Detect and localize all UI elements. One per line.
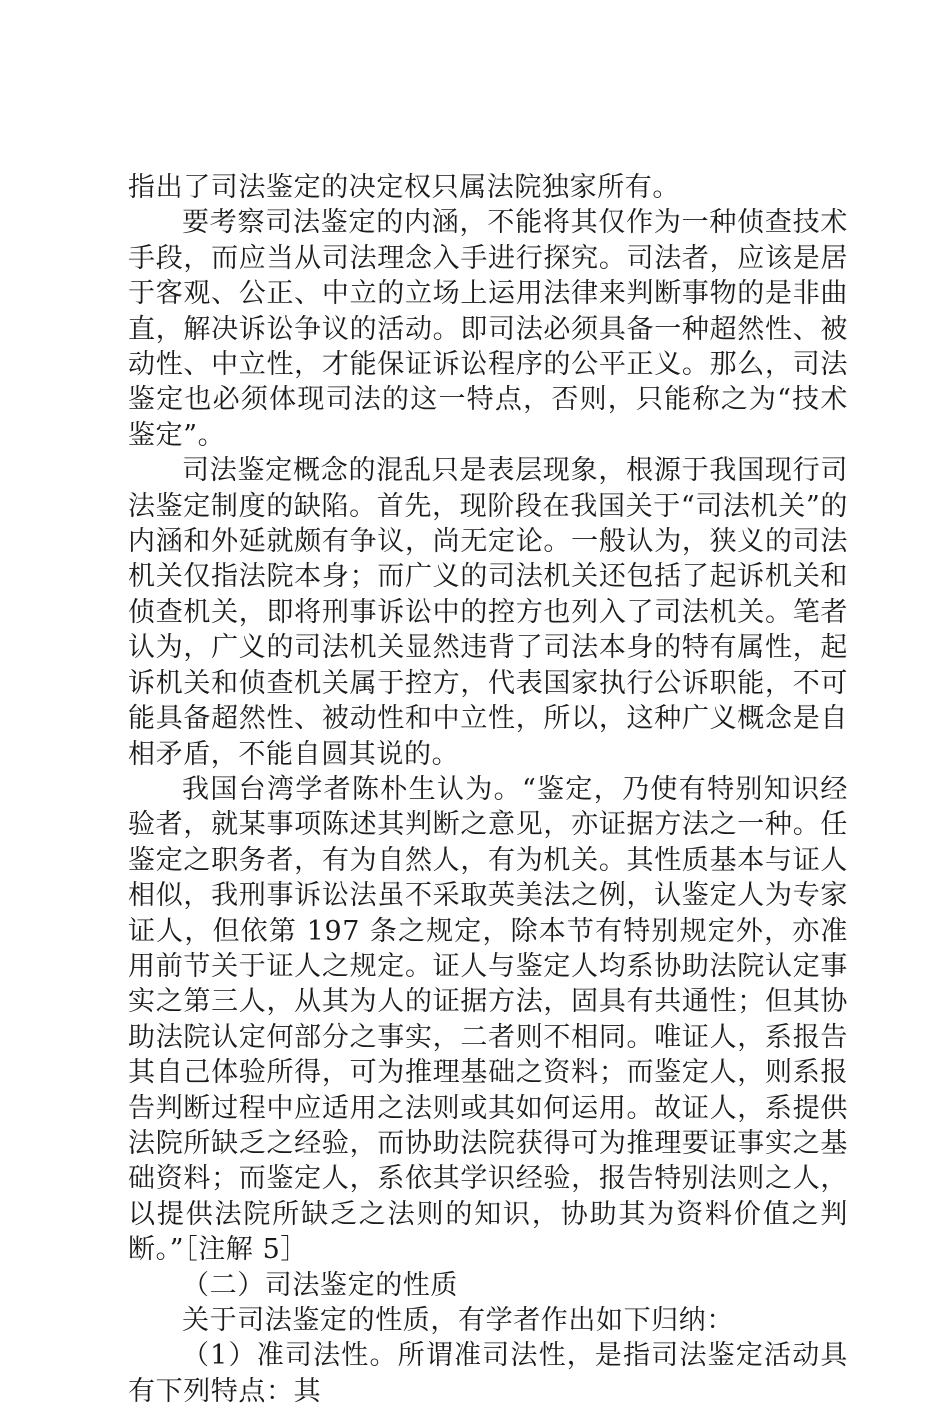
paragraph-quasi-judicial: （1）准司法性。所谓准司法性，是指司法鉴定活动具有下列特点：其 bbox=[128, 1340, 848, 1407]
paragraph-chen-pusheng-quote: 我国台湾学者陈朴生认为。“鉴定，乃使有特别知识经验者，就某事项陈述其判断之意见，亦证据方法之一种。任鉴定之职务者，有为自然人，有为机关。其性质基本与证人相似，我刑事诉讼法虽不采取英美法之例，认鉴定人为专家证人，但依第 197 条之规定，除本节有特别规定外，亦准用前节关于证人之规定。证人与鉴定人均系协助法院认定事实之第三人，从其为人的证据方法，固具有共通性；但其协助法院认定何部分之事实，二者则不相同。唯证人，系报告其自己体验所得，可为推理基础之资料；而鉴定人，则系报告判断过程中应适用之法则或其如何运用。故证人，系提供法院所缺乏之经验，而协助法院获得可为推理要证事实之基础资料；而鉴定人，系依其学识经验，报告特别法则之人，以提供法院所缺乏之法则的知识，协助其为资料价值之判断。”［注解 5］ bbox=[128, 773, 848, 1266]
document-body bbox=[128, 170, 848, 1409]
paragraph-judicial-concept: 要考察司法鉴定的内涵，不能将其仅作为一种侦查技术手段，而应当从司法理念入手进行探究。司法者，应该是居于客观、公正、中立的立场上运用法律来判断事物的是非曲直，解决诉讼争议的活动。即司法必须具备一种超然性、被动性、中立性，才能保证诉讼程序的公平正义。那么，司法鉴定也必须体现司法的这一特点，否则，只能称之为“技术鉴定”。 bbox=[128, 207, 848, 451]
paragraph-nature-intro: 关于司法鉴定的性质，有学者作出如下归纳： bbox=[182, 1305, 734, 1336]
paragraph-concept-confusion: 司法鉴定概念的混乱只是表层现象，根源于我国现行司法鉴定制度的缺陷。首先，现阶段在我国关于“司法机关”的内涵和外延就颇有争议，尚无定论。一般认为，狭义的司法机关仅指法院本身；而广义的司法机关还包括了起诉机关和侦查机关，即将刑事诉讼中的控方也列入了司法机关。笔者认为，广义的司法机关显然违背了司法本身的特有属性，起诉机关和侦查机关属于控方，代表国家执行公诉职能，不可能具备超然性、被动性和中立性，所以，这种广义概念是自相矛盾，不能自圆其说的。 bbox=[128, 455, 848, 770]
paragraph-continuation: 指出了司法鉴定的决定权只属法院独家所有。 bbox=[128, 172, 680, 203]
section-heading-nature: （二）司法鉴定的性质 bbox=[182, 1269, 458, 1301]
